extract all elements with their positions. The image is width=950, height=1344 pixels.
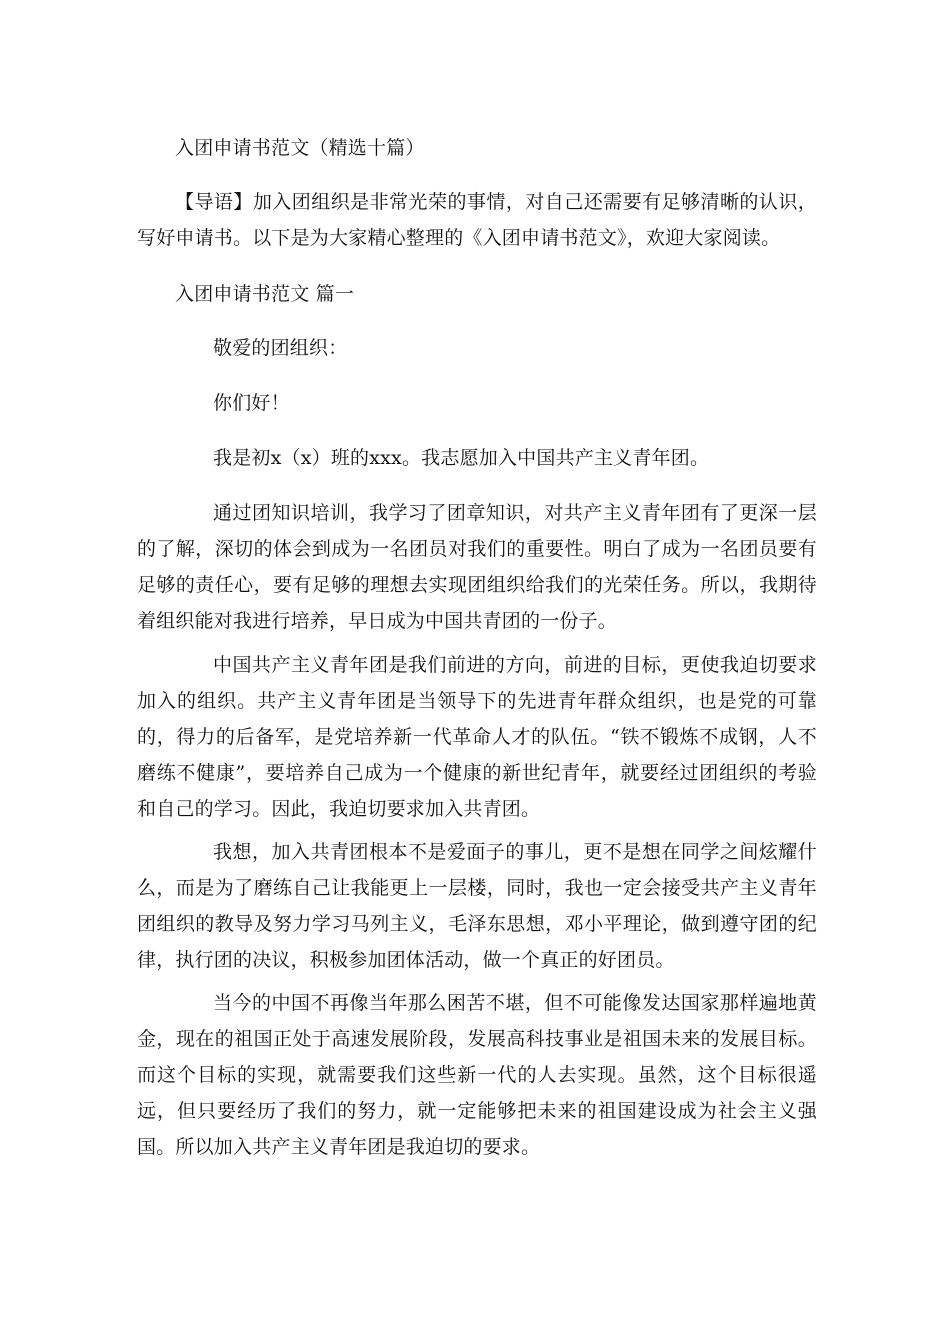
body-paragraph: 当今的中国不再像当年那么困苦不堪，但不可能像发达国家那样遍地黄金，现在的祖国正处于高速发展阶段，发展高科技事业是祖国未来的发展目标。而这个目标的实现，就需要我们这些新一代的人去实现。虽然，这个目标很遥远，但只要经历了我们的努力，就一定能够把未来的祖国建设成为社会主义强国。所以加入共产主义青年团是我迫切的要求。 [137,992,817,1158]
intro-paragraph: 【导语】加入团组织是非常光荣的事情，对自己还需要有足够清晰的认识，写好申请书。以下是为大家精心整理的《入团申请书范文》，欢迎大家阅读。 [137,191,817,249]
self-intro: 我是初x（x）班的xxx。我志愿加入中国共产主义青年团。 [213,447,710,469]
document-title: 入团申请书范文（精选十篇） [175,137,425,159]
body-paragraph: 中国共产主义青年团是我们前进的方向，前进的目标，更使我迫切要求加入的组织。共产主义青年团是当领导下的先进青年群众组织，也是党的可靠的，得力的后备军，是党培养新一代革命人才的队伍。“铁不锻炼不成钢，人不磨练不健康”，要培养自己成为一个健康的新世纪青年，就要经过团组织的考验和自己的学习。因此，我迫切要求加入共青团。 [137,654,817,820]
body-paragraph: 通过团知识培训，我学习了团章知识，对共产主义青年团有了更深一层的了解，深切的体会到成为一名团员对我们的重要性。明白了成为一名团员要有足够的责任心，要有足够的理想去实现团组织给我们的光荣任务。所以，我期待着组织能对我进行培养，早日成为中国共青团的一份子。 [137,502,817,632]
salutation: 敬爱的团组织： [213,337,348,359]
body-paragraph: 我想，加入共青团根本不是爱面子的事儿，更不是想在同学之间炫耀什么，而是为了磨练自己让我能更上一层楼，同时，我也一定会接受共产主义青年团组织的教导及努力学习马列主义，毛泽东思想，邓小平理论，做到遵守团的纪律，执行团的决议，积极参加团体活动，做一个真正的好团员。 [137,841,817,971]
greeting: 你们好！ [213,392,290,414]
section-heading: 入团申请书范文 篇一 [175,283,355,305]
